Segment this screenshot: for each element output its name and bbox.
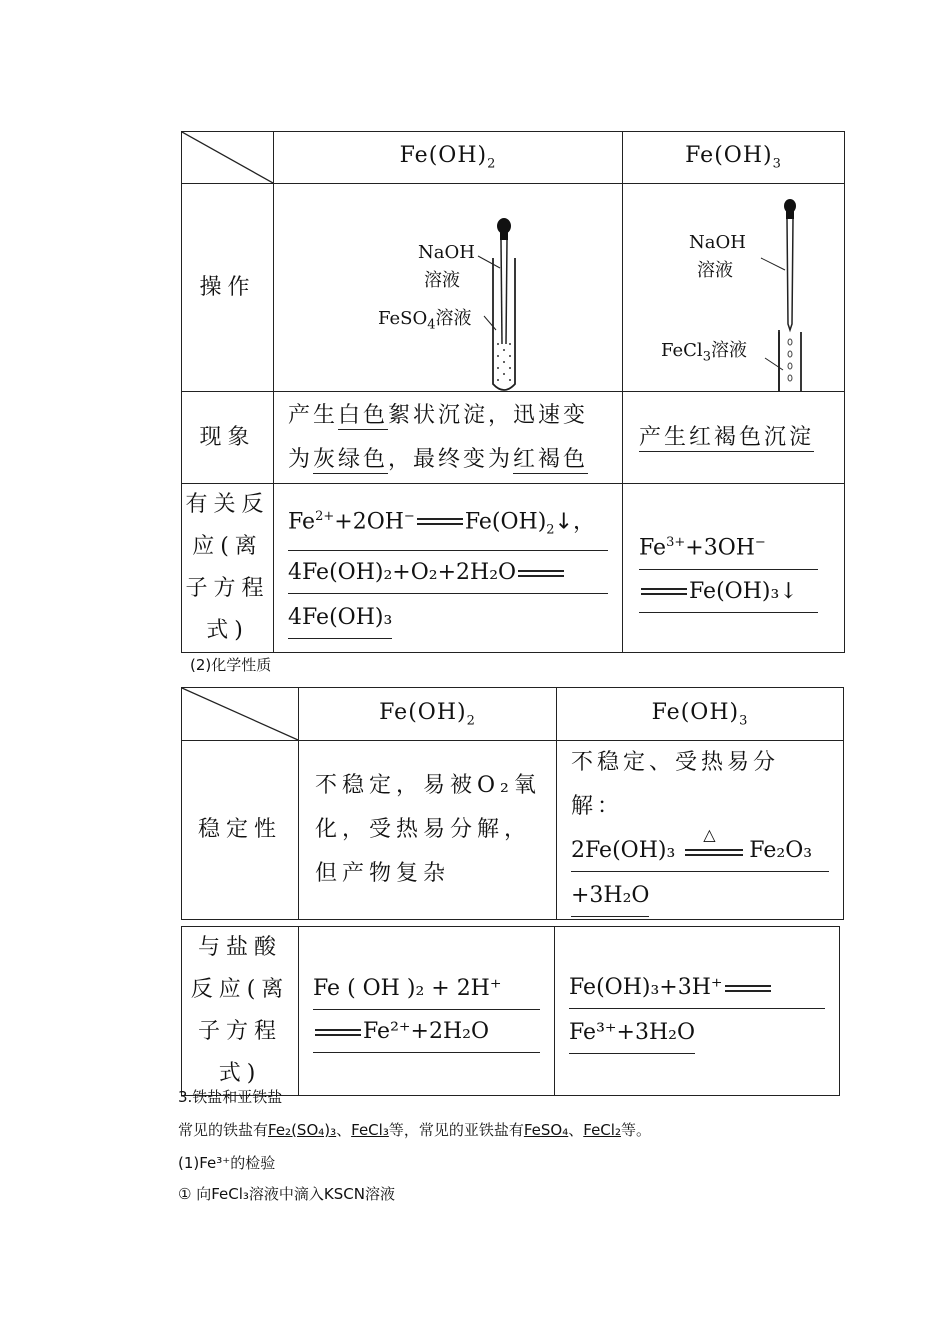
reagent-naoh-label-2: NaOH (689, 232, 746, 253)
row-label-phenomenon: 现象 (182, 392, 274, 484)
acid-reaction-feoh3: Fe(OH)₃+3H⁺ Fe³⁺+3H₂O (555, 927, 840, 1096)
test-tube-dropper-icon (274, 184, 623, 391)
operation-feoh3-diagram (623, 184, 845, 392)
subheading-fe3-test: (1)Fe³⁺的检验 (178, 1154, 276, 1172)
header-feoh3: $Fe(OH)_3$ (623, 132, 845, 184)
operation-feoh2-diagram (274, 184, 623, 392)
corner-diagonal-cell-2 (182, 688, 299, 741)
reagent-naoh-solution-label: 溶液 (424, 270, 460, 291)
header-feoh2-2: $Fe(OH)_2$ (299, 688, 557, 741)
reagent-fecl3-label: FeCl$_3$溶液 (661, 340, 747, 365)
row-label-reaction: 有关反应(离子方程式) (182, 484, 274, 653)
phenomenon-feoh2: 产生白色絮状沉淀，迅速变为灰绿色，最终变为红褐色 (274, 392, 623, 484)
paragraph-common-salts: 常见的铁盐有Fe₂(SO₄)₃、FeCl₃等，常见的亚铁盐有FeSO₄、FeCl₂等。 (178, 1121, 651, 1139)
reaction-feoh2: $Fe^{2+}+2OH^-$ $Fe(OH)_2↓$， 4Fe(OH)₂+O₂+2H₂O 4Fe(OH)₃ (274, 484, 623, 653)
row-label-acid-reaction: 与盐酸反应(离子方程式) (182, 927, 299, 1096)
corner-diagonal-cell (182, 132, 274, 184)
heading-iron-salts: 3.铁盐和亚铁盐 (178, 1088, 283, 1106)
reagent-naoh-solution-label-2: 溶液 (697, 260, 733, 281)
heat-condition-sign: △ (679, 833, 745, 869)
hydroxide-acid-reaction-table (181, 926, 840, 1096)
reaction-feoh3: $Fe^{3+}+3OH^-$ Fe(OH)₃↓ (623, 484, 845, 653)
reagent-naoh-label: NaOH (418, 242, 475, 263)
phenomenon-feoh3: 产生红褐色沉淀 (623, 392, 845, 484)
section-label-chemical-properties: (2)化学性质 (190, 656, 272, 674)
row-label-operation: 操作 (182, 184, 274, 392)
stability-feoh2: 不稳定，易被O₂氧化，受热易分解，但产物复杂 (299, 741, 557, 920)
acid-reaction-feoh2: Fe ( OH )₂ + 2H⁺ Fe²⁺+2H₂O (299, 927, 555, 1096)
stability-feoh3: 不稳定、受热易分解： 2Fe(OH)₃ △ Fe₂O₃ +3H₂O (557, 741, 844, 920)
header-feoh3-2: $Fe(OH)_3$ (557, 688, 844, 741)
list-item-kscn: ① 向FeCl₃溶液中滴入KSCN溶液 (178, 1185, 395, 1203)
row-label-stability: 稳定性 (182, 741, 299, 920)
hydroxide-preparation-table (181, 131, 845, 653)
test-tube-dropper-icon-2 (623, 184, 845, 391)
hydroxide-stability-table (181, 687, 844, 920)
header-feoh2: $Fe(OH)_2$ (274, 132, 623, 184)
reagent-feso4-label: FeSO$_4$溶液 (378, 308, 472, 333)
